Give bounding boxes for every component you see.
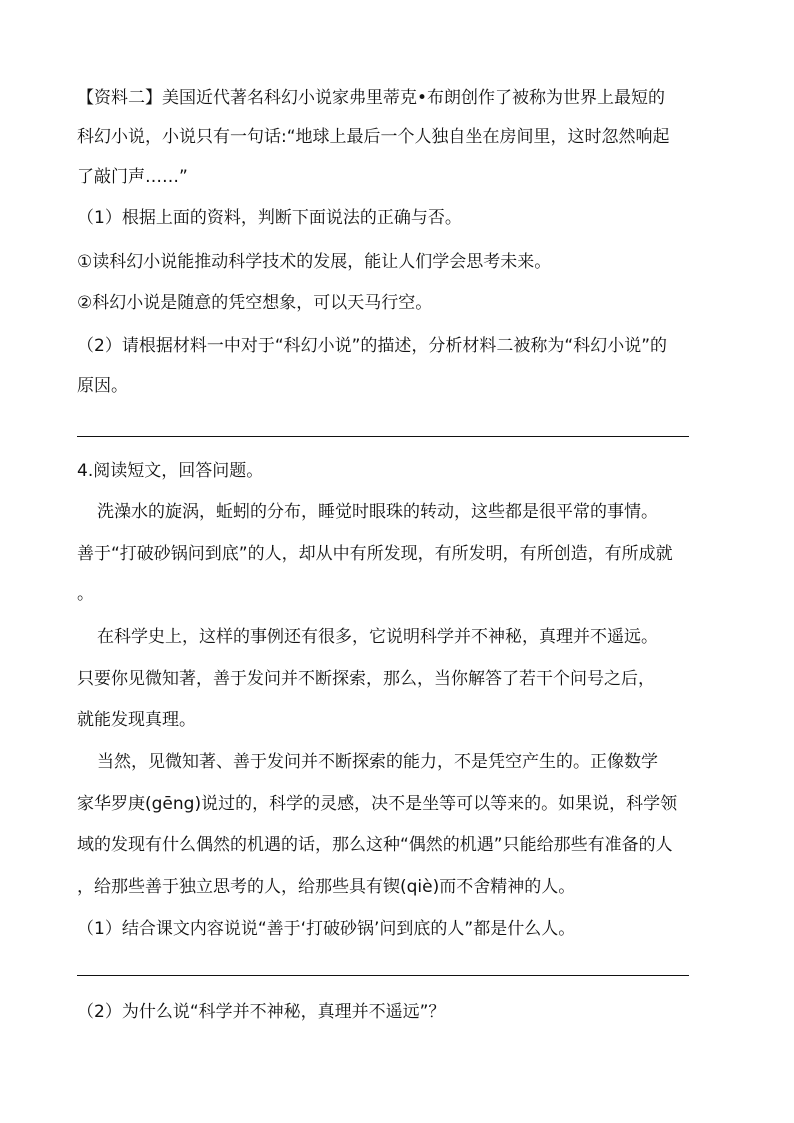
paragraph-3-line-2: 家华罗庚(gēng)说过的，科学的灵感，决不是坐等可以等来的。如果说，科学领 <box>77 794 678 814</box>
material2-line-2: 科幻小说，小说只有一句话:“地球上最后一个人独自坐在房间里，这时忽然响起 <box>77 127 670 147</box>
paragraph-3-line-1: 当然，见微知著、善于发问并不断探索的能力，不是凭空产生的。正像数学 <box>97 752 658 772</box>
paragraph-2-line-1: 在科学史上，这样的事例还有很多，它说明科学并不神秘，真理并不遥远。 <box>97 627 658 647</box>
material2-line-3: 了敲门声……” <box>77 167 188 187</box>
section-4-heading: 4.阅读短文，回答问题。 <box>77 461 264 481</box>
paragraph-1-line-3: 。 <box>77 584 94 604</box>
paragraph-3-line-4: ，给那些善于独立思考的人，给那些具有锲(qiè)而不舍精神的人。 <box>77 877 576 897</box>
paragraph-1-line-1: 洗澡水的旋涡，蚯蚓的分布，睡觉时眼珠的转动，这些都是很平常的事情。 <box>97 502 658 522</box>
statement-1: ①读科幻小说能推动科学技术的发展，能让人们学会思考未来。 <box>77 252 552 272</box>
question-2-line-1: （2）请根据材料一中对于“科幻小说”的描述，分析材料二被称为“科幻小说”的 <box>77 336 668 356</box>
paragraph-2-line-2: 只要你见微知著，善于发问并不断探索，那么，当你解答了若干个问号之后， <box>77 669 655 689</box>
section-4-question-1: （1）结合课文内容说说“善于‘打破砂锅’问到底的人”都是什么人。 <box>77 919 576 939</box>
paragraph-3-line-3: 域的发现有什么偶然的机遇的话，那么这种“偶然的机遇”只能给那些有准备的人 <box>77 835 673 855</box>
section-4-question-2: （2）为什么说“科学并不神秘，真理并不遥远”？ <box>77 1002 446 1022</box>
paragraph-2-line-3: 就能发现真理。 <box>77 710 196 730</box>
question-2-line-2: 原因。 <box>77 376 128 396</box>
paragraph-1-line-2: 善于“打破砂锅问到底”的人，却从中有所发现，有所发明，有所创造，有所成就 <box>77 544 673 564</box>
answer-line <box>77 436 689 437</box>
answer-line <box>77 975 689 976</box>
statement-2: ②科幻小说是随意的凭空想象，可以天马行空。 <box>77 293 433 313</box>
question-1-prompt: （1）根据上面的资料，判断下面说法的正确与否。 <box>77 208 462 228</box>
material2-line-1: 【资料二】美国近代著名科幻小说家弗里蒂克•布朗创作了被称为世界上最短的 <box>77 88 666 108</box>
